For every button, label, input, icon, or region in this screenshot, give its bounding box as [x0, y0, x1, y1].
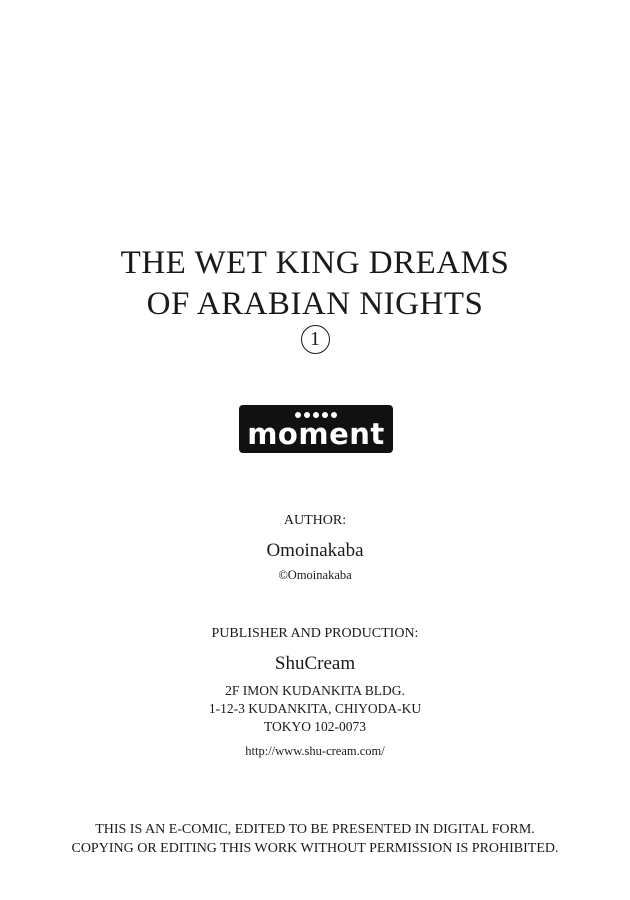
- notice-line-1: THIS IS AN E-COMIC, EDITED TO BE PRESENTED IN DIGITAL FORM.: [95, 822, 535, 837]
- author-name: Omoinakaba: [266, 540, 364, 561]
- address-line: 2F IMON KUDANKITA BLDG.: [225, 683, 405, 698]
- logo-wordmark: moment: [247, 417, 385, 451]
- publisher-website: http://www.shu-cream.com/: [245, 744, 385, 758]
- volume-indicator: [0, 325, 630, 359]
- publisher-label-logo: [239, 405, 393, 453]
- title-line-2: OF ARABIAN NIGHTS: [146, 286, 484, 322]
- author-copyright: ©Omoinakaba: [278, 568, 352, 582]
- notice-line-2: COPYING OR EDITING THIS WORK WITHOUT PERMISSION IS PROHIBITED.: [71, 841, 559, 856]
- publisher-label: PUBLISHER AND PRODUCTION:: [211, 626, 419, 641]
- volume-number: 1: [301, 325, 330, 354]
- address-line: 1-12-3 KUDANKITA, CHIYODA-KU: [208, 701, 422, 716]
- address-line: TOKYO 102-0073: [263, 719, 367, 734]
- publisher-name: ShuCream: [274, 653, 356, 674]
- author-label: AUTHOR:: [283, 513, 347, 528]
- title-line-1: THE WET KING DREAMS: [120, 245, 510, 281]
